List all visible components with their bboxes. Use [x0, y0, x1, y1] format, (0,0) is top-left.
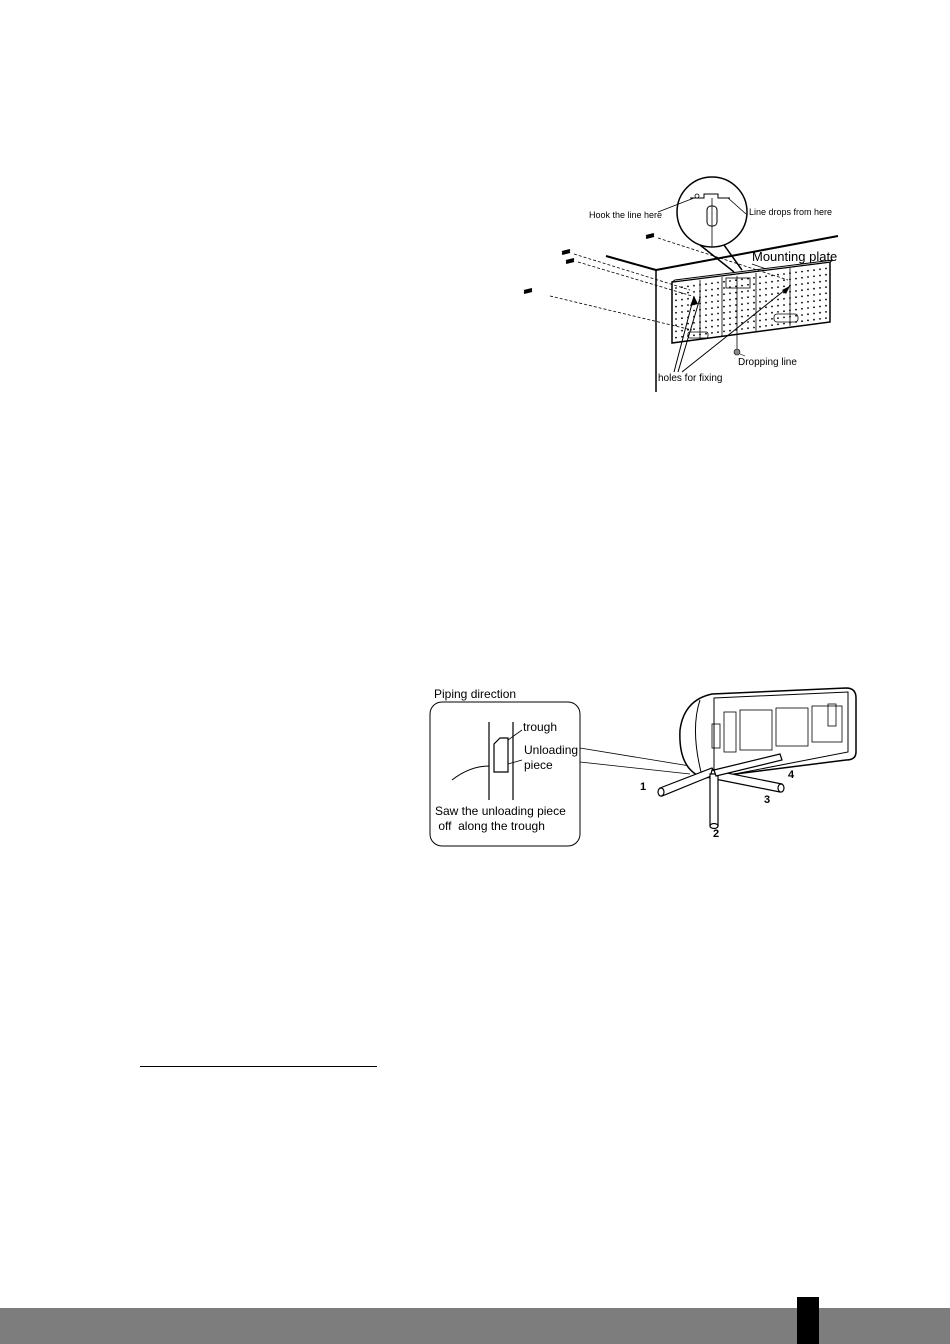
- dropping-line-label: Dropping line: [738, 357, 797, 368]
- trough-label: trough: [523, 720, 558, 734]
- pipe-direction-3: 3: [764, 794, 771, 806]
- unloading-label: Unloading: [524, 743, 579, 757]
- line-drops-label: Line drops from here: [749, 207, 833, 217]
- mounting-plate-label: Mounting plate: [752, 249, 838, 264]
- footer-tab-marker: [797, 1297, 819, 1344]
- saw-instruction-line-2: off along the trough: [435, 819, 545, 833]
- piping-direction-title: Piping direction: [434, 687, 517, 701]
- holes-for-fixing-label: holes for fixing: [658, 373, 723, 384]
- hook-line-label: Hook the line here: [589, 210, 663, 220]
- pipe-direction-1: 1: [640, 781, 647, 793]
- pipe-direction-4: 4: [788, 769, 795, 781]
- saw-instruction-line-1: Saw the unloading piece: [435, 804, 566, 818]
- pipe-direction-2: 2: [713, 828, 720, 840]
- piece-label: piece: [524, 758, 553, 772]
- footnote-rule: [140, 1066, 377, 1067]
- indoor-unit-body: [680, 688, 856, 778]
